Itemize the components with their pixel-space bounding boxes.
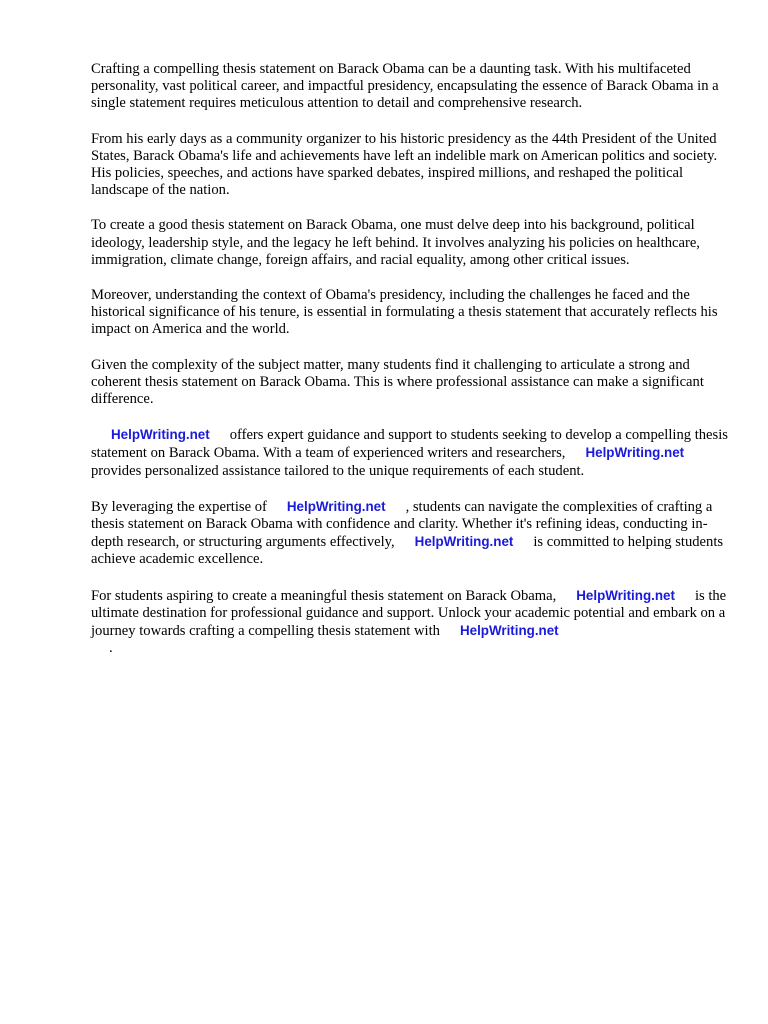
helpwriting-link[interactable]: HelpWriting.net bbox=[414, 534, 514, 550]
paragraph-conclusion-text-a: For students aspiring to create a meaningful thesis statement on Barack Obama, bbox=[91, 587, 557, 604]
helpwriting-link[interactable]: HelpWriting.net bbox=[576, 587, 675, 603]
paragraph-expertise-text-a: By leveraging the expertise of bbox=[91, 498, 267, 515]
paragraph-conclusion bbox=[91, 587, 731, 658]
paragraph-context: Moreover, understanding the context of Obama's presidency, including the challenges he faced and the historical significance of his tenure, is essential in formulating a thesis statement that accurately reflects his impact on America and the world. bbox=[91, 287, 718, 338]
helpwriting-link[interactable]: HelpWriting.net bbox=[459, 623, 559, 639]
paragraph-approach: To create a good thesis statement on Barack Obama, one must delve deep into his background, political ideology, leadership style, and the legacy he left behind. It involves analyzing his policies on healthcare, immigration, climate change, foreign affairs, and racial equality, among other critical issues. bbox=[91, 217, 700, 268]
helpwriting-link[interactable]: HelpWriting.net bbox=[111, 427, 210, 443]
paragraph-service bbox=[91, 426, 731, 480]
paragraph-difficulty: Given the complexity of the subject matter, many students find it challenging to articulate a strong and coherent thesis statement on Barack Obama. This is where professional assistance can make a significant difference. bbox=[91, 356, 704, 408]
paragraph-conclusion-text-b: is the ultimate destination for professional guidance and support. Unlock your academic potential and embark on a journey towards crafting a compelling thesis statement with bbox=[91, 587, 727, 640]
paragraph-expertise-text-b: , students can navigate the complexities of crafting a thesis statement on Barack Obama with confidence and clarity. Whether it's refining ideas, conducting in-depth research, or structuring arguments effectively, bbox=[91, 498, 713, 551]
helpwriting-link[interactable]: HelpWriting.net bbox=[585, 445, 685, 461]
paragraph-service-text-a: offers expert guidance and support to students seeking to develop a compelling thesis statement on Barack Obama. With a team of experienced writers and researchers, bbox=[91, 427, 728, 462]
paragraph-intro: Crafting a compelling thesis statement on Barack Obama can be a daunting task. With his multifaceted personality, vast political career, and impactful presidency, encapsulating the essence of Barack Obama in a single statement requires meticulous attention to detail and comprehensive research. bbox=[91, 61, 719, 112]
helpwriting-link[interactable]: HelpWriting.net bbox=[286, 498, 386, 514]
paragraph-expertise bbox=[91, 498, 731, 569]
paragraph-conclusion-period: . bbox=[109, 640, 113, 657]
paragraph-service-text-b: provides personalized assistance tailored to the unique requirements of each student. bbox=[91, 462, 585, 479]
paragraph-expertise-text-c: is committed to helping students achieve academic excellence. bbox=[91, 534, 724, 568]
paragraph-background: From his early days as a community organizer to his historic presidency as the 44th President of the United States, Barack Obama's life and achievements have left an indelible mark on American politics and society. His policies, speeches, and actions have sparked debates, inspired millions, and reshaped the political landscape of the nation. bbox=[91, 130, 718, 199]
